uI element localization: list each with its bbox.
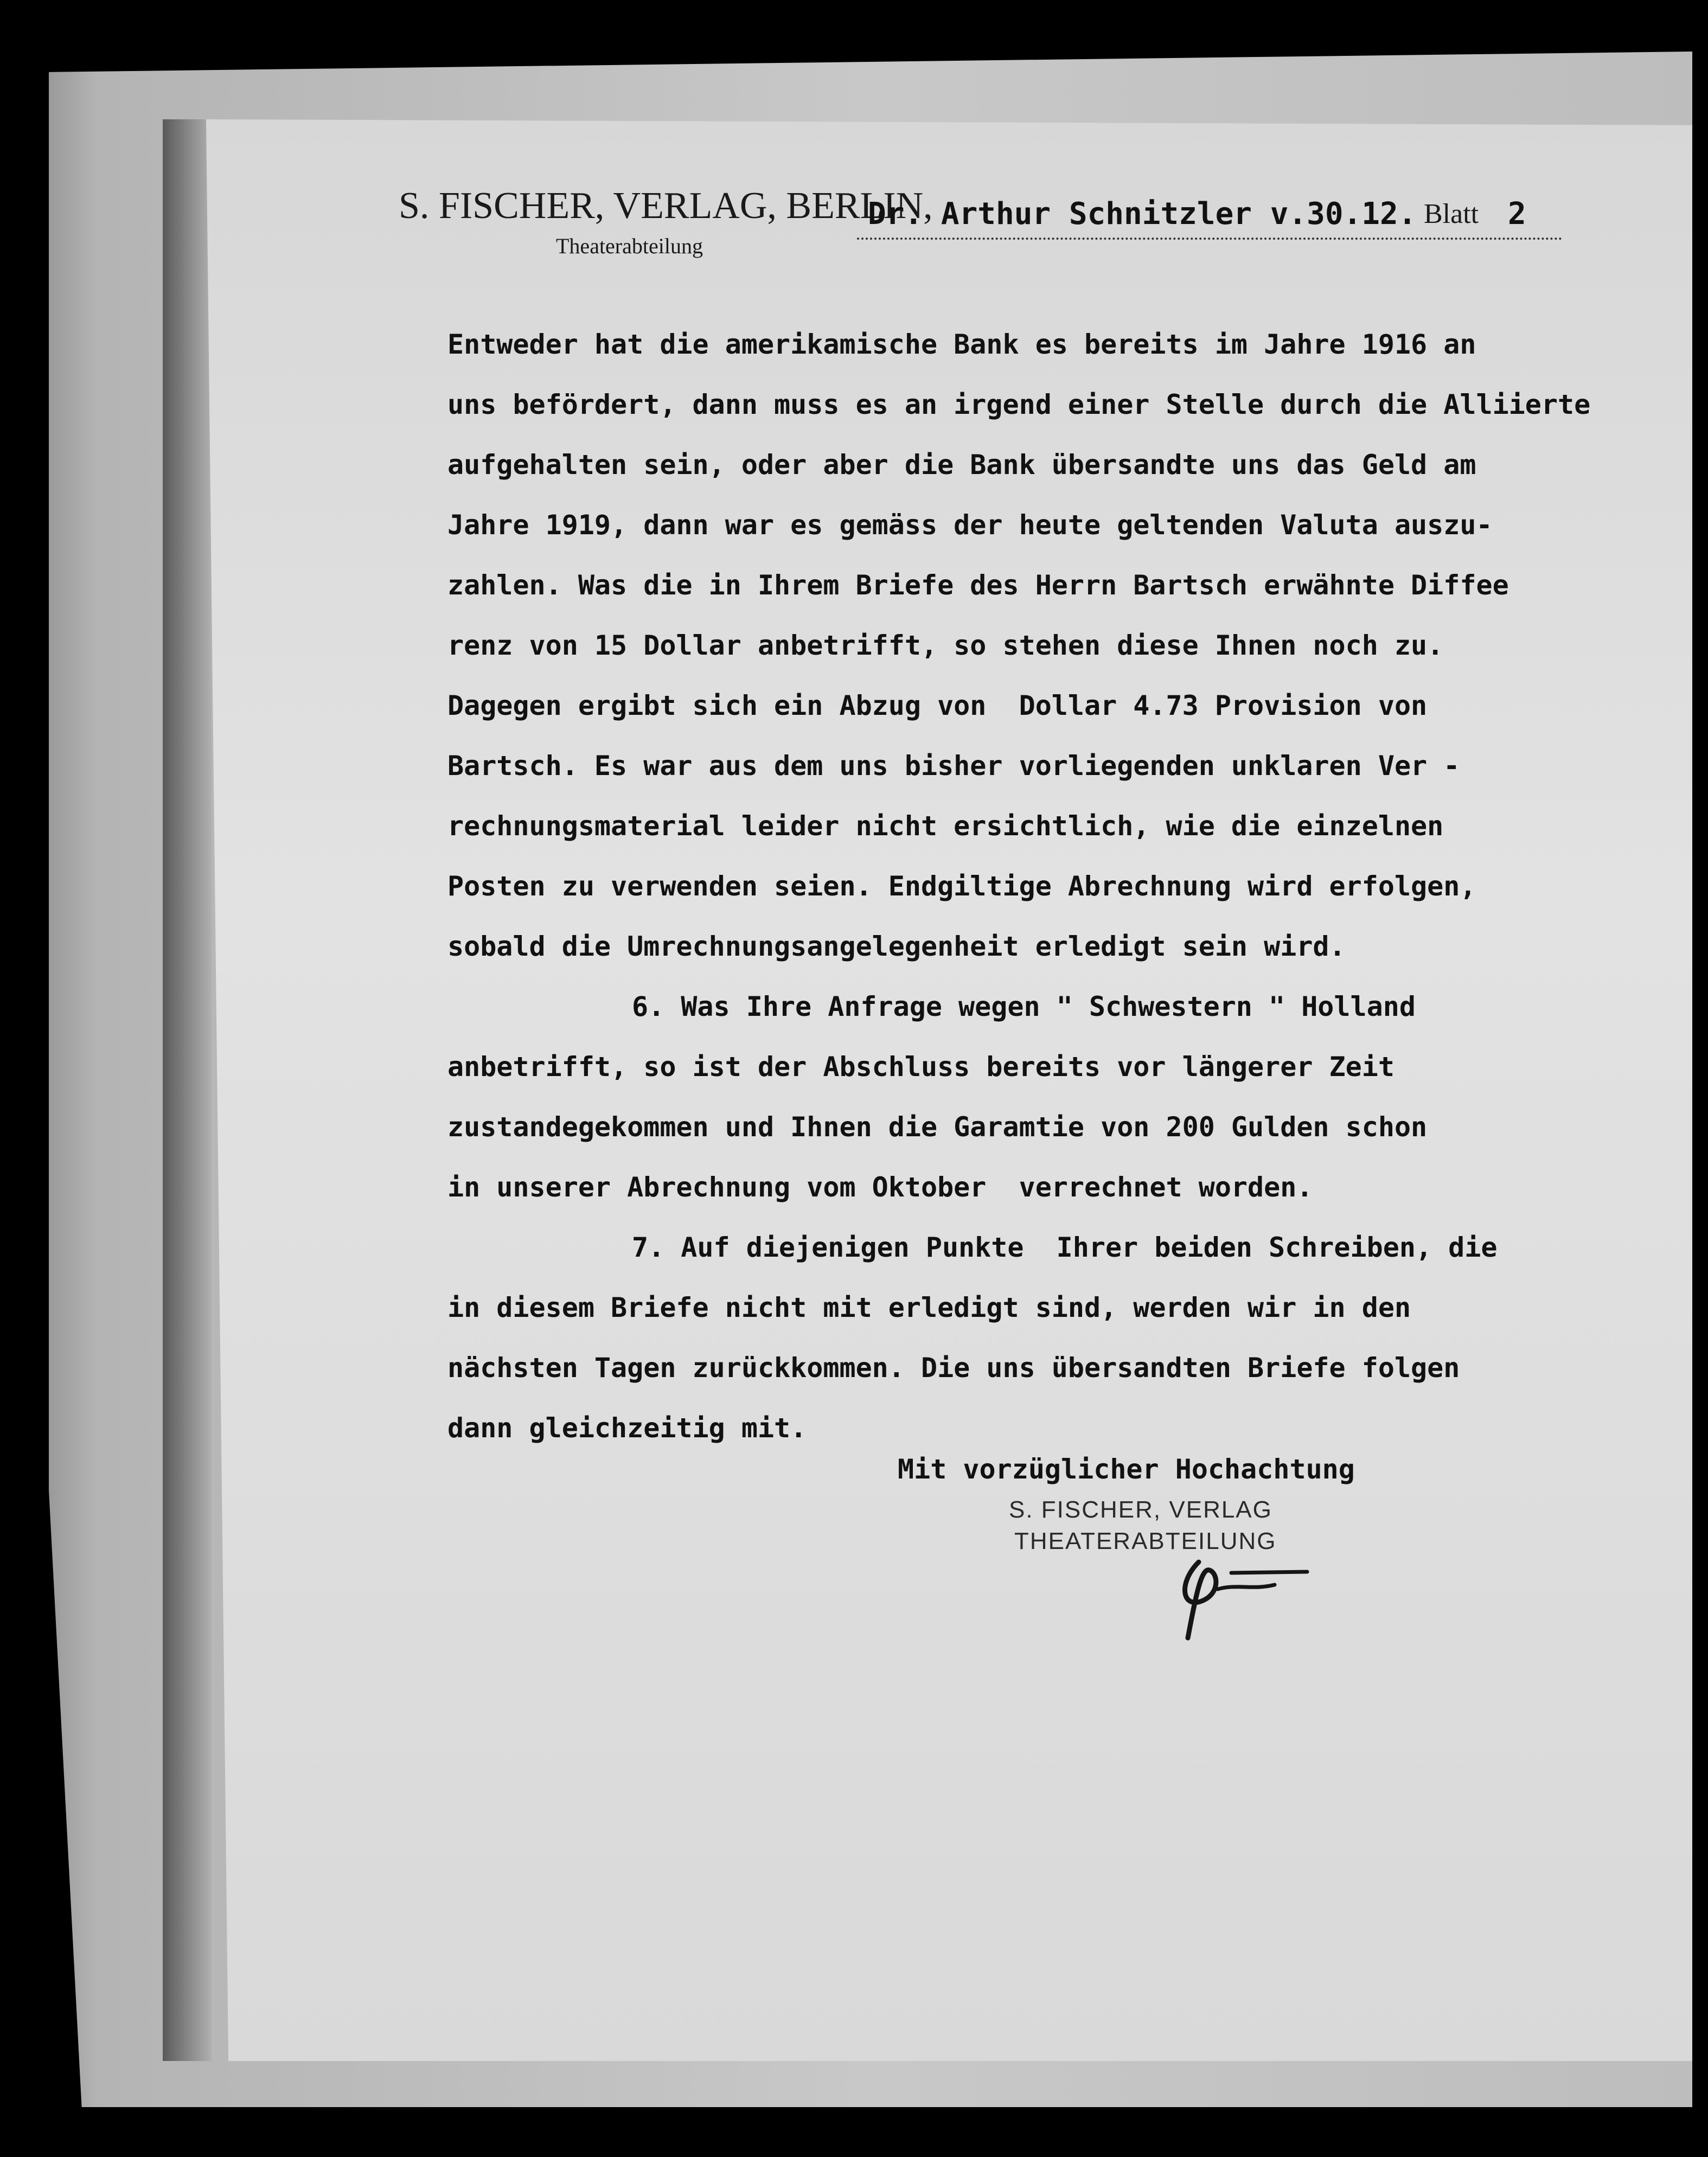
body-line: renz von 15 Dollar anbetrifft, so stehen diese Ihnen noch zu.	[447, 630, 1444, 661]
body-line: anbetrifft, so ist der Abschluss bereits vor längerer Zeit	[447, 1051, 1394, 1083]
body-line: 7. Auf diejenigen Punkte Ihrer beiden Schreiben, die	[632, 1232, 1498, 1263]
header-dotted-rule	[857, 238, 1562, 240]
body-line: Dagegen ergibt sich ein Abzug von Dollar 4.73 Provision von	[447, 690, 1428, 721]
body-line: dann gleichzeitig mit.	[447, 1412, 807, 1444]
body-line: rechnungsmaterial leider nicht ersichtlich, wie die einzelnen	[447, 810, 1444, 842]
body-line: uns befördert, dann muss es an irgend einer Stelle durch die Alliierte	[447, 389, 1591, 420]
closing-salutation: Mit vorzüglicher Hochachtung	[898, 1454, 1355, 1485]
body-line: zahlen. Was die in Ihrem Briefe des Herrn Bartsch erwähnte Diffee	[447, 569, 1509, 601]
body-line: 6. Was Ihre Anfrage wegen " Schwestern " Holland	[632, 991, 1416, 1022]
body-line: sobald die Umrechnungsangelegenheit erledigt sein wird.	[447, 931, 1346, 962]
body-line: Jahre 1919, dann war es gemäss der heute geltenden Valuta auszu-	[447, 509, 1493, 541]
stamp-line-publisher: S. FISCHER, VERLAG	[1009, 1496, 1272, 1523]
addressee-line: Dr. Arthur Schnitzler v.30.12.	[868, 196, 1417, 232]
body-line: Entweder hat die amerikamische Bank es bereits im Jahre 1916 an	[447, 329, 1476, 360]
body-line: aufgehalten sein, oder aber die Bank übersandte uns das Geld am	[447, 449, 1476, 481]
body-line: in unserer Abrechnung vom Oktober verrechnet worden.	[447, 1172, 1313, 1203]
letter-body	[447, 315, 1668, 1458]
stamp-line-department: THEATERABTEILUNG	[1014, 1528, 1277, 1554]
body-line: Bartsch. Es war aus dem uns bisher vorliegenden unklaren Ver -	[447, 750, 1460, 782]
sheet-label: Blatt	[1424, 199, 1479, 229]
body-line: nächsten Tagen zurückkommen. Die uns übersandten Briefe folgen	[447, 1352, 1460, 1384]
body-line: zustandegekommen und Ihnen die Garamtie von 200 Gulden schon	[447, 1111, 1428, 1143]
body-line: Posten zu verwenden seien. Endgiltige Abrechnung wird erfolgen,	[447, 871, 1476, 902]
company-stamp	[1009, 1494, 1276, 1557]
body-line: in diesem Briefe nicht mit erledigt sind, werden wir in den	[447, 1292, 1411, 1323]
sheet-number: 2	[1508, 196, 1526, 232]
handwritten-signature	[1166, 1551, 1329, 1649]
publisher-letterhead: S. FISCHER, VERLAG, BERLIN,	[399, 185, 933, 227]
department-label: Theaterabteilung	[556, 234, 703, 258]
page-left-edge-shadow	[163, 119, 212, 2061]
